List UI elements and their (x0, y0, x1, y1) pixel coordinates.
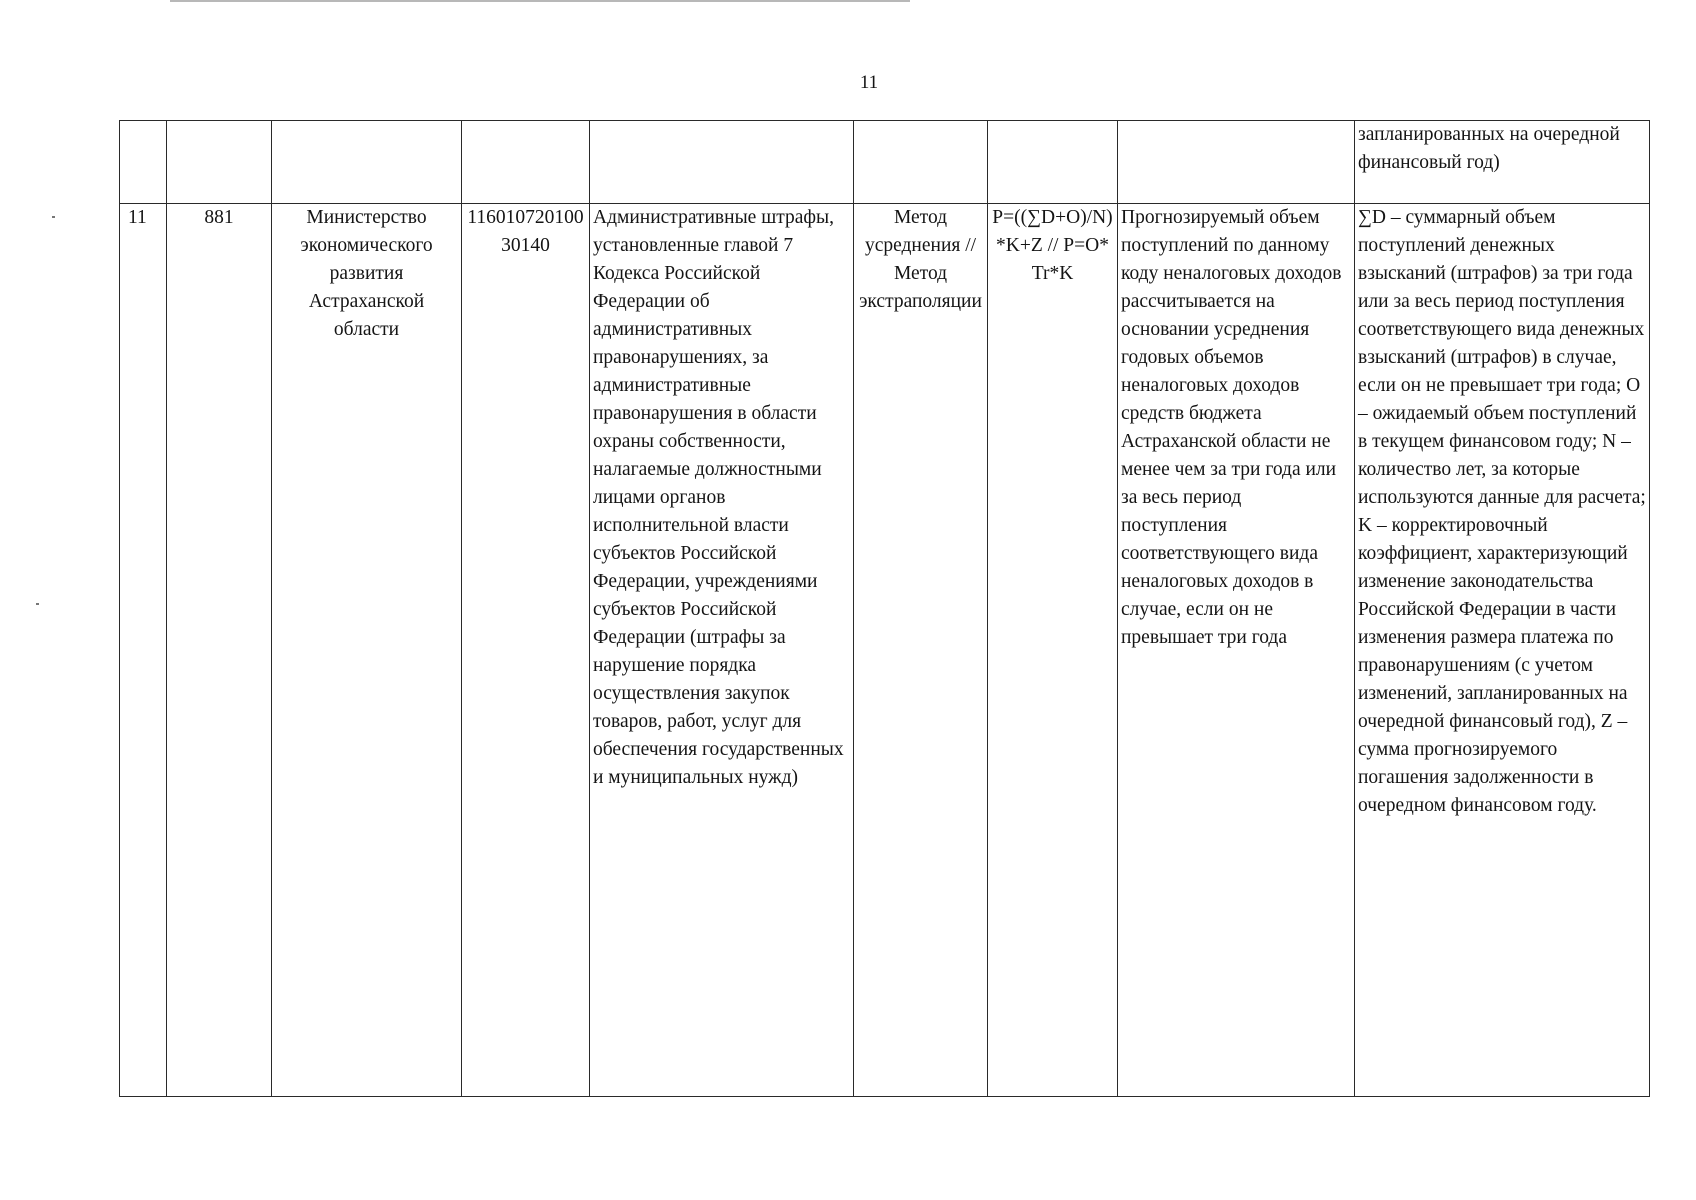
table-cell (462, 121, 590, 204)
formula-cell: P=((∑D+O)/N)*K+Z // P=O*Tr*K (988, 204, 1118, 1097)
table-cell (590, 121, 854, 204)
page-number: 11 (859, 72, 879, 93)
table-cell (988, 121, 1118, 204)
algorithm-cell: Прогнозируемый объем поступлений по данному коду неналоговых доходов рассчитывается на основании усреднения годовых объемов неналоговых доходов средств бюджета Астраханской области не менее чем за три года или за весь период поступления соответствующего вида неналоговых доходов в случае, если он не превышает три года (1118, 204, 1355, 1097)
method-cell: Метод усреднения //Метод экстраполяции (854, 204, 988, 1097)
table-cell (1118, 121, 1355, 204)
table-cell (854, 121, 988, 204)
table-cell (120, 121, 167, 204)
admin-code-cell: 881 (167, 204, 272, 1097)
scan-speck (52, 216, 55, 218)
table-cell (272, 121, 462, 204)
kbk-code-cell: 11601072010030140 (462, 204, 590, 1097)
revenue-table (119, 120, 1650, 1097)
scan-edge (170, 0, 910, 2)
table-cell (167, 121, 272, 204)
table-row (120, 204, 1650, 1097)
revenue-name-cell: Административные штрафы, установленные главой 7 Кодекса Российской Федерации об административных правонарушениях, за административные правонарушения в области охраны собственности, налагаемые должностными лицами органов исполнительной власти субъектов Российской Федерации, учреждениями субъектов Российской Федерации (штрафы за нарушение порядка осуществления закупок товаров, работ, услуг для обеспечения государственных и муниципальных нужд) (590, 204, 854, 1097)
scan-speck (36, 603, 39, 605)
administrator-cell: Министерство экономического развития Астраханской области (272, 204, 462, 1097)
row-index-cell: 11 (120, 204, 167, 1097)
continuation-row (120, 121, 1650, 204)
criteria-continuation-cell: запланированных на очередной финансовый год) (1355, 121, 1650, 204)
criteria-cell: ∑D – суммарный объем поступлений денежных взысканий (штрафов) за три года или за весь период поступления соответствующего вида денежных взысканий (штрафов) в случае, если он не превышает три года; O – ожидаемый объем поступлений в текущем финансовом году; N – количество лет, за которые используются данные для расчета; K – корректировочный коэффициент, характеризующий изменение законодательства Российской Федерации в части изменения размера платежа по правонарушениям (с учетом изменений, запланированных на очередной финансовый год), Z – сумма прогнозируемого погашения задолженности в очередном финансовом году. (1355, 204, 1650, 1097)
